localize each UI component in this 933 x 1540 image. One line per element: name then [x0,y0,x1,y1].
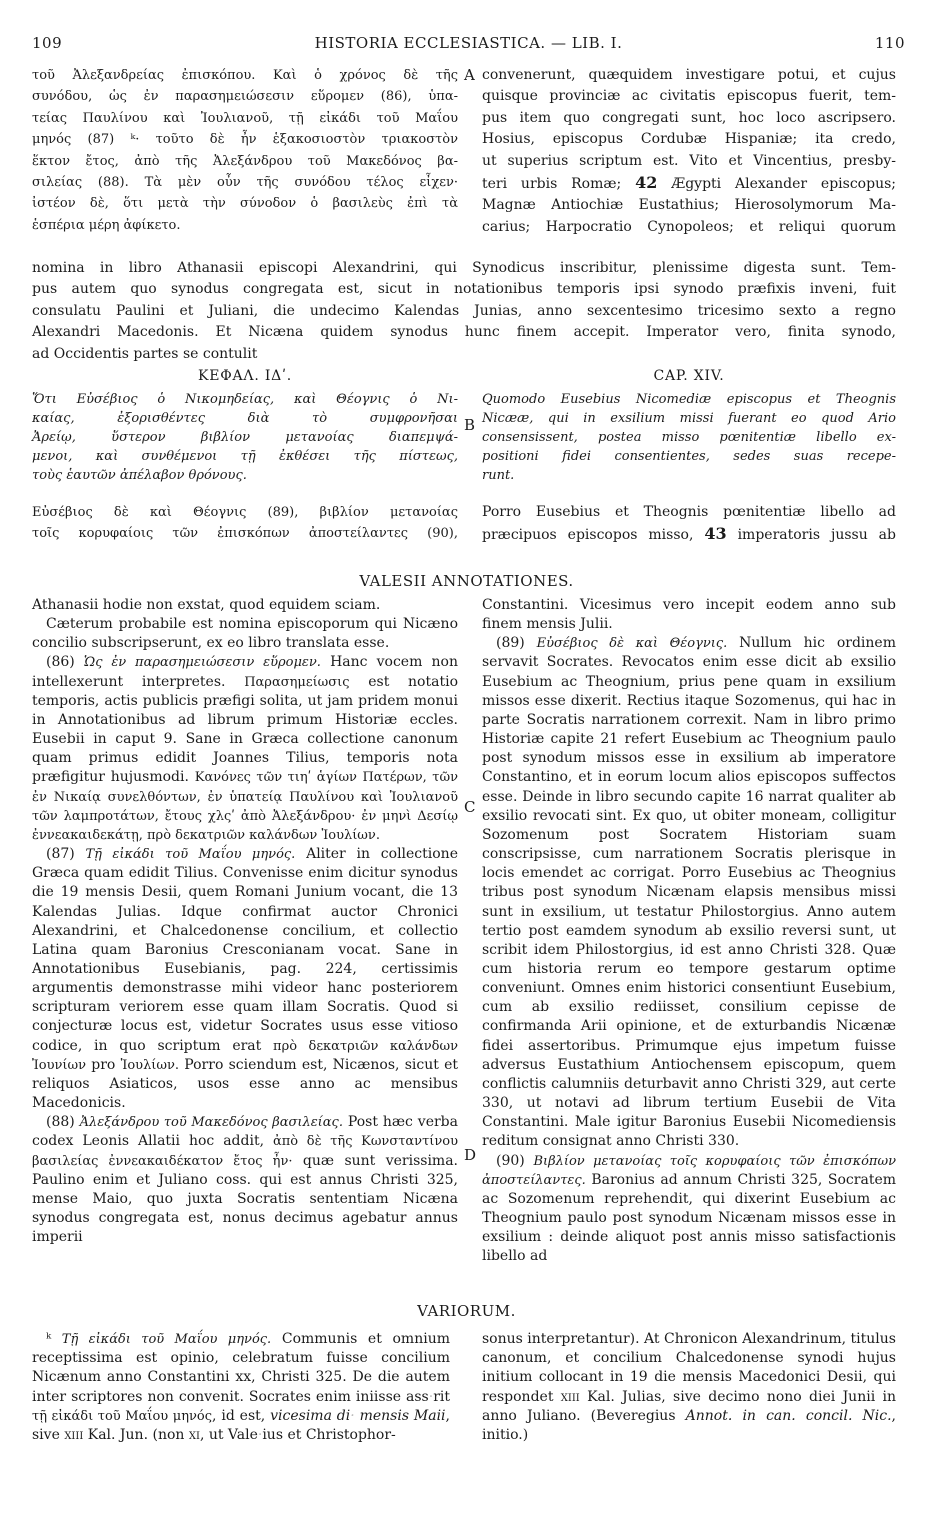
greek-line: ἰστέον δὲ, ὅτι μετὰ τὴν σύνοδον ὁ βασιλεὺς ἐπὶ τὰ [32,196,458,212]
margin-letter-a: A [464,66,475,84]
latin-line: ad Occidentis partes se contulit [32,345,258,362]
greek-chapter-text [32,502,458,545]
running-head [32,34,905,56]
greek-summary-line: Ἀρείῳ, ὕστερον βιβλίον μετανοίας διαπεμψά- [32,430,458,445]
latin-text-full-width [32,258,896,365]
latin-chapter-summary [482,390,896,485]
latin-line: carius; Harpocratio Cynopoleos; et reliqui quorum [482,218,896,235]
greek-line: ἑσπέρια μέρη ἀφίκετο. [32,217,181,233]
latin-text-top [482,65,896,238]
latin-chapter-heading: CAP. XIV. [653,368,725,384]
greek-line: μηνός (87) ᵏ· τοῦτο δὲ ἦν ἑξακοσιοστὸν τριακοστὸν [32,132,458,148]
greek-line: τοῦ Ἀλεξανδρείας ἐπισκόπου. Καὶ ὁ χρόνος δὲ τῆς [32,68,458,83]
annotation-paragraph: (89) Εὐσέβιος δὲ καὶ Θέογνις. Nullum hic ordinem servavit Socrates. Revocatos enim esse dicit ab exsilio Eusebium ac Theognium, prius pene quam in exsilium missos esse dixerit. Rectius itaque Sozomenus, qui hac in parte Socratis narrationem correxit. Nam in libro primo Historiæ capite 21 refert Eusebium ac Theognium paulo post synodum missos esse in exsilium ab imperatore Constantino, et in eorum locum alios episcopos suffectos esse. Deinde in libro secundo capite 16 narrat qualiter ab exsilio revocati sint. Ex quo, ut obiter moneam, colligitur Sozomenum post Socratem Historiam suam conscripsisse, cum narrationem Socratis plerisque in locis emendet ac corrigat. Porro Eusebius ac Theognius tribus post synodum Nicænam elapsis mensibus missi sunt in exsilium, ut testatur Philostorgius. Anno autem tertio post eamdem synodum ab exsilio reversi sunt, ut scribit idem Philostorgius, id est anno Christi 328. Quæ cum historia rerum eo tempore gestarum optime conveniunt. Omnes enim historici consentiunt Eusebium, cum ab exsilio rediisset, consilium cepisse de confirmanda Arii opinione, et de exturbandis Nicænæ fidei assertoribus. Primumque ejus impetum fuisse adversus Eustathium Antiochensem episcopum, quem conflictis calumniis deturbavit anno Christi 329, aut certe 330, ut notavi ad librum tertium Eusebii de Vita Constantini. Male igitur Baronius Eusebii Nicomediensis reditum consignat anno Christi 330. [482,635,896,1150]
latin-line: Hosius, episcopus Cordubæ Hispaniæ; ita credo, [482,131,896,148]
running-title: HISTORIA ECCLESIASTICA. — LIB. I. [314,34,623,52]
greek-line: τοῖς κορυφαίοις τῶν ἐπισκόπων ἀποστείλαντες (90), [32,526,458,542]
latin-line: præcipuos episcopos misso, 43 imperatoris jussu ab [482,524,896,544]
latin-chapter-text [482,502,896,547]
variorum-note: ᵏ Τῇ εἰκάδι τοῦ Μαΐου μηνός. Communis et omnium receptissima est opinio, celebratum fuisse concilium Nicænum anno Constantini xx, Christi 325. De die autem inter scriptores non convenit. Socrates enim iniisse ass·rit τῇ εἰκάδι τοῦ Μαΐου μηνός, id est, vicesima di· mensis Maii, sive xiii Kal. Jun. (non xi, ut Vale·ius et Christophor- [32,1331,450,1444]
annotation-paragraph: (90) Βιβλίον μετανοίας τοῖς κορυφαίοις τῶν ἐπισκόπων ἀποστείλαντες. Baronius ad annum Christi 325, Socratem ac Sozomenum reprehendit, qui dixerint Eusebium ac Theognium paulo post synodum Nicænam missos esse in exsilium : deinde aliquot post annis misso satisfactionis libello ad [482,1152,896,1265]
latin-line: quisque provinciæ ac civitatis episcopus fuerit, tem- [482,88,896,105]
latin-line: pus autem quo synodus congregata est, sicut in notationibus temporis ipsi synodo præfixis inveni, fuit [32,281,896,298]
latin-line: ut superius scriptum est. Vito et Vincentius, presby- [482,152,896,169]
latin-line: nomina in libro Athanasii episcopi Alexandrini, qui Synodicus inscribitur, plenissime digesta sunt. Tem- [32,260,896,276]
page-number-right: 110 [874,34,905,52]
greek-summary-line: μενοι, καὶ συνθέμενοι τῇ ἐκθέσει τῆς πίστεως, [32,449,458,464]
greek-line: τείας Παυλίνου καὶ Ἰουλιανοῦ, τῇ εἰκάδι τοῦ Μαΐου [32,110,458,126]
latin-line: Magnæ Antiochiæ Eustathius; Hierosolymorum Ma- [482,197,896,214]
margin-letter-c: C [464,798,476,816]
greek-text-top [32,65,458,236]
valesii-heading: VALESII ANNOTATIONES. [359,572,574,590]
greek-summary-line: καίας, ἐξορισθέντες διὰ τὸ συμφρονῆσαι [32,411,458,426]
annotation-paragraph: Constantini. Vicesimus vero incepit eodem anno sub finem mensis Julii. [482,597,896,633]
annotation-paragraph: (88) Ἀλεξάνδρου τοῦ Μακεδόνος βασιλείας. Post hæc verba codex Leonis Allatii hoc addit, ἀπὸ δὲ τῆς Κωνσταντίνου βασιλείας ἐννεακαιδέκατον ἔτος ἦν· quæ sunt verissima. Paulino enim et Juliano coss. qui est annus Christi 325, mense Maio, quo juxta Socratis sententiam Nicæna synodus congregata est, nonus decimus agebatur annus imperii [32,1114,458,1246]
latin-summary-line: runt. [482,468,515,483]
greek-summary-line: τοὺς ἑαυτῶν ἀπέλαβον θρόνους. [32,468,247,483]
latin-line: Alexandri Macedonis. Et Nicæna quidem synodus hunc finem accepit. Imperator vero, finita synodo, [32,324,896,341]
page-marker-43: 43 [704,524,727,544]
variorum-notes-left [32,1330,450,1445]
valesii-notes-left [32,596,458,1247]
greek-line: σιλείας (88). Τὰ μὲν οὖν τῆς συνόδου τέλος εἶχεν· [32,175,458,191]
annotation-paragraph: (86) Ὡς ἐν παρασημειώσεσιν εὕρομεν. Hanc vocem non intellexerunt interpretes. Παρασημείωσις est notatio temporis, actis publicis præfigi solita, ut jam pridem monui in Annotationibus ad librum primum Historiæ eccles. Eusebii in caput 9. Sane in Græca collectione canonum quam primus edidit Joannes Tilius, temporis nota præfigitur hujusmodi. Κανόνες τῶν τιηʹ ἁγίων Πατέρων, τῶν ἐν Νικαίᾳ συνελθόντων, ἐν ὑπατείᾳ Παυλίνου καὶ Ἰουλιανοῦ τῶν λαμπροτάτων, ἔτους χλςʹ ἀπὸ Ἀλεξάνδρου· ἐν μηνὶ Δεσίῳ ἐννεακαιδεκάτῃ, πρὸ δεκατριῶν καλάνδων Ἰουλίων. [32,654,458,843]
variorum-note: sonus interpretantur). At Chronicon Alexandrinum, titulus canonum, et concilium Chalcedonense synodi hujus initium collocant in 19 die mensis Macedonici Desii, qui respondet xiii Kal. Julias, sive decimo nono diei Junii in anno Juliano. (Beveregius Annot. in can. concil. Nic., initio.) [482,1331,896,1444]
latin-line: teri urbis Romæ; 42 Ægypti Alexander episcopus; [482,173,896,193]
greek-chapter-heading: ΚΕΦΑΛ. ΙΔʹ. [197,368,293,384]
latin-summary-line: positioni fidei consentientes, sedes suas recepe- [482,449,896,464]
variorum-notes-right [482,1330,896,1445]
annotation-paragraph: Cæterum probabile est nomina episcoporum qui Nicæno concilio subscripserunt, ex eo libro translata esse. [32,616,458,652]
latin-summary-line: consensissent, postea misso pœnitentiæ libello ex- [482,430,896,445]
latin-line: consulatu Paulini et Juliani, die undecimo Kalendas Junias, anno sexcentesimo tricesimo sexto a regno [32,302,896,319]
greek-line: ἕκτον ἔτος, ἀπὸ τῆς Ἀλεξάνδρου τοῦ Μακεδόνος βα- [32,153,458,169]
valesii-notes-right [482,596,896,1266]
margin-letter-b: B [464,416,476,434]
latin-line: pus item quo congregati sunt, hoc loco ascripsero. [482,109,896,126]
latin-summary-line: Nicææ, qui in exsilium missi fuerant eo quod Ario [482,411,896,426]
greek-chapter-summary [32,390,458,485]
greek-summary-line: Ὅτι Εὐσέβιος ὁ Νικομηδείας, καὶ Θέογνις ὁ Νι- [32,392,458,407]
greek-line: συνόδου, ὡς ἐν παρασημειώσεσιν εὕρομεν (86), ὑπα- [32,89,458,105]
annotation-paragraph: Athanasii hodie non exstat, quod equidem sciam. [32,597,381,613]
latin-line: convenerunt, quæquidem investigare potui, et cujus [482,67,896,83]
annotation-paragraph: (87) Τῇ εἰκάδι τοῦ Μαΐου μηνός. Aliter in collectione Græca quam edidit Tilius. Convenisse enim dicitur synodus die 19 mensis Desii, quem Romani Junium vocant, die 13 Kalendas Julias. Idque confirmat auctor Chronici Alexandrini, et Chalcedonense concilium, et collectio Latina quam Baronius Cresconianam vocat. Sane in Annotationibus Eusebianis, pag. 224, certissimis argumentis demonstrasse mihi videor hanc posteriorem scripturam veriorem esse quam illam Socratis. Quod si conjecturæ locus est, videtur Socrates usus esse vitioso codice, in quo scriptum erat πρὸ δεκατριῶν καλάνδων Ἰουνίων pro Ἰουλίων. Porro sciendum est, Nicænos, sicut et reliquos Asiaticos, usos esse anno ac mensibus Macedonicis. [32,846,458,1112]
variorum-heading: VARIORUM. [417,1302,516,1320]
greek-line: Εὐσέβιος δὲ καὶ Θέογνις (89), βιβλίον μετανοίας [32,505,458,520]
latin-summary-line: Quomodo Eusebius Nicomediæ episcopus et Theognis [482,392,896,407]
page-number-left: 109 [32,34,63,52]
latin-line: Porro Eusebius et Theognis pœnitentiæ libello ad [482,504,896,520]
margin-letter-d: D [464,1146,477,1164]
page-marker-42: 42 [635,173,658,193]
